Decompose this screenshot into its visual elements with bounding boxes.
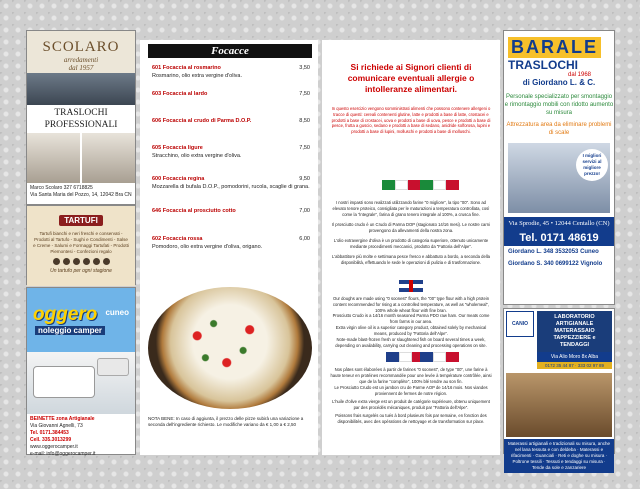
scolaro-team-photo bbox=[27, 73, 135, 105]
italian-text-2: Il prosciutto crudo è un Crudo di Parma DOP (stagionato 14/16 mesi). Le nostre carni provengono da allevamenti della nostra zona. bbox=[332, 222, 490, 233]
ad-barale bbox=[503, 30, 615, 305]
oggero-foot-4: Cell. 335.3013299 bbox=[30, 437, 72, 443]
italian-text-3: L'olio extravergine d'oliva è un prodotto di categoria superiore, ottenuto unicamente mediante procedimenti meccanici, prodotto da "Fattoria dell'Alpe". bbox=[333, 238, 489, 249]
menu-item bbox=[152, 90, 316, 98]
italian-flag-icon bbox=[382, 180, 421, 190]
item-price: 6,00 bbox=[299, 236, 310, 242]
english-text-3: Extra virgin olive oil is a superior category product, obtained solely by mechanical means, produced by "Fattoria dell'Alpe". bbox=[335, 325, 487, 336]
barale-phone-1 bbox=[504, 246, 614, 258]
menu-item bbox=[152, 117, 316, 125]
english-text-1: Our doughs are made using "0 soonest" flours, the "00" type flour with a high protein content recommended for rising at a controlled temperature, as well as "wholemeal", 100% whole wheat flour with fine bran. bbox=[332, 296, 490, 313]
english-text-2: Prosciutto Crudo is a 14/16 month seasoned Parma PDO raw ham. Our meats come from farms in our area. bbox=[332, 313, 490, 324]
barale-phone-2 bbox=[504, 258, 614, 270]
item-name: Focaccia rossa bbox=[162, 236, 203, 242]
french-flag-icon bbox=[420, 352, 459, 362]
oggero-sub: noleggio camper bbox=[35, 326, 105, 335]
barale-tel: Tel. 0171 48619 bbox=[504, 230, 614, 246]
french-text-2: Le Prosciutto Crudo est un jambon cru de Parme AOP de 14/16 mois. Nos viandes proviennent de fermes de notre région. bbox=[334, 385, 488, 396]
ad-oggero bbox=[26, 287, 136, 455]
menu-item bbox=[152, 64, 316, 80]
item-num: 605 bbox=[152, 145, 162, 151]
menu-item bbox=[152, 175, 316, 191]
item-desc: Mozzarella di bufala D.O.P., pomodorini, rucola, scaglie di grana. bbox=[152, 184, 310, 190]
item-num: 602 bbox=[152, 236, 162, 242]
item-num: 603 bbox=[152, 91, 162, 97]
item-num: 601 bbox=[152, 65, 162, 71]
barale-owner: di Giordano L. & C. bbox=[522, 78, 596, 87]
materassi-logo: CANIO bbox=[506, 311, 534, 337]
phone-2-city: Vignolo bbox=[580, 261, 603, 267]
italian-text-4: L'abbattitore più molte e settimana pesce fresco e abbattuto a bordo, a seconda della disponibilità, effettuando le sede le operazioni di pulizia e di trasformazione. bbox=[332, 254, 490, 265]
truffle-icons bbox=[27, 258, 135, 265]
camper-icon bbox=[33, 366, 95, 398]
french-text-1: Nos pâtes sont élaborées à partir de farines "0 soonest", de type "00", une farine à haute teneur en protéines recommandée pour une levée à température contrôlée, ainsi que de la farine "complète", 100% blé tendre au son fin. bbox=[330, 367, 492, 384]
french-text-4: Poissons frais surgelés ou tués à bord plusieurs fois par semaine, en fonction des disponibilités, avec des opérations de nettoyage et de transformation sur place. bbox=[335, 413, 487, 424]
item-name: Focaccia al crudo di Parma D.O.P. bbox=[162, 118, 252, 124]
scolaro-since: dal 1957 bbox=[68, 64, 94, 72]
scolaro-brand: SCOLARO bbox=[42, 39, 120, 55]
menu-item bbox=[152, 144, 316, 160]
item-name: Focaccia regina bbox=[162, 176, 205, 182]
allergen-paragraph: In questo esercizio vengono somministrati alimenti che possono contenere allergeni o tracce di questi: cereali contenenti glutine, latte e prodotti a base di latte, crostacei e prodotti a base di crostacei, uova e prodotti a base di uova, pesce e prodotti a base di pesce, frutta a guscio, sedano e prodotti a base di sedano, anidride solforosa, lupini e prodotti a base di lupini, molluschi e prodotti a base di molluschi. bbox=[331, 106, 491, 135]
oggero-web: www.oggerocamper.it bbox=[30, 444, 78, 450]
barale-sub: TRASLOCHI bbox=[508, 58, 578, 72]
italian-flag-icon bbox=[420, 180, 459, 190]
item-price: 9,50 bbox=[299, 176, 310, 182]
item-name: Focaccia ligure bbox=[162, 145, 203, 151]
phone-1-name: Giordano L. bbox=[508, 249, 542, 255]
item-price: 7,00 bbox=[299, 208, 310, 214]
tartufi-title: TARTUFI bbox=[59, 215, 103, 226]
scolaro-footer bbox=[27, 183, 135, 201]
uk-flag-icon bbox=[399, 280, 423, 292]
barale-bubble: I migliori servizi al migliore prezzo! bbox=[576, 149, 608, 181]
allergen-info-column bbox=[322, 40, 500, 455]
oggero-mail: e-mail: info@oggerocamper.it bbox=[30, 451, 96, 457]
phone-2-name: Giordano S. bbox=[508, 261, 543, 267]
oggero-name: oggero bbox=[33, 304, 98, 325]
barale-kitchen-photo bbox=[508, 143, 610, 213]
barale-equipment: Attrezzatura area da eliminare problemi di scale bbox=[506, 122, 612, 136]
scolaro-tag: arredamenti bbox=[63, 56, 99, 64]
oggero-city: cuneo bbox=[105, 308, 129, 317]
tartufi-text: Tartufi bianchi e neri freschi e conservati - Prodotti al Tartufo - Sughi e Condimenti - Salse e Creme - Salumi e Formaggi Tartufati - Prodotti Piemontesi - Confezioni regalo bbox=[33, 231, 129, 254]
menu-item bbox=[152, 207, 316, 215]
menu-title: Focacce bbox=[148, 44, 312, 58]
scolaro-band: TRASLOCHI PROFESSIONALI bbox=[27, 105, 135, 133]
menu-item bbox=[152, 235, 316, 251]
scolaro-interior-photos bbox=[27, 133, 135, 183]
item-price: 7,50 bbox=[299, 91, 310, 97]
menu-column bbox=[140, 40, 318, 455]
item-desc: Stracchino, olio extra vergine d'oliva. bbox=[152, 153, 242, 159]
tartufi-slogan: Un tartufo per ogni stagione bbox=[50, 268, 112, 274]
item-num: 646 bbox=[152, 208, 162, 214]
item-desc: Rosmarino, olio extra vergine d'oliva. bbox=[152, 73, 243, 79]
item-price: 7,50 bbox=[299, 145, 310, 151]
scolaro-address: Via Santa Maria del Pozzo, 14, 12042 Bra CN bbox=[30, 192, 132, 198]
allergen-title: Si richiede ai Signori clienti di comunicare eventuali allergie o intolleranze alimentari. bbox=[347, 62, 475, 94]
barale-service: Personale specializzato per smontaggio e rimontaggio mobili con ridotto aumento su misura bbox=[504, 94, 614, 116]
ad-scolaro bbox=[26, 30, 136, 205]
menu-nota: NOTA BENE: In caso di aggiunta, il prezzo delle pizze subirà una variazione a seconda dell'ingrediente richiesto. Le modifiche variano da € 1,00 a € 2,50 bbox=[148, 416, 304, 427]
barale-address: Via Sprodie, 45 • 12044 Centallo (CN) bbox=[504, 217, 614, 230]
item-name: Focaccia al prosciutto cotto bbox=[162, 208, 236, 214]
french-text-3: L'huile d'olive extra vierge est un produit de catégorie supérieure, obtenu uniquement par des procédés mécaniques, produit par "Fattoria dell'Alpe". bbox=[332, 399, 490, 410]
item-desc: Pomodoro, olio extra vergine d'oliva, origano. bbox=[152, 244, 263, 250]
materassi-address: Via Alio Moro 8x Alba bbox=[537, 352, 612, 362]
ad-tartufi bbox=[26, 205, 136, 285]
phone-2-num: 340 0699122 bbox=[543, 261, 579, 267]
oggero-foot-3: Tel. 0171.384453 bbox=[30, 430, 69, 436]
scolaro-contact: Marco Scolaro 327 6718825 bbox=[30, 185, 93, 191]
phone-1-num: 348 3532053 bbox=[543, 249, 579, 255]
materassi-header: LABORATORIO ARTIGIANALE MATERASSAIO TAPPEZZIERE e TENDAGGI bbox=[537, 311, 612, 352]
barale-since: dal 1968 bbox=[568, 72, 592, 78]
pizza-photo bbox=[148, 287, 312, 409]
ad-materassi bbox=[503, 308, 615, 470]
scolaro-logo bbox=[27, 31, 135, 73]
materassi-footer: Materassi artigianali e tradizionali su misura, anche nel lana tessuta e con deldeba · Materassi e rifacimenti · Guanciali · Reti e doghe su misura · Poltrone tessili · Tessuti e tendaggi su misura · Tende da sole e zanzariere bbox=[504, 439, 614, 473]
english-text-4: Note-made blast-frozen fresh or slaughtered fish on board several times a week, depending on availability, carrying out cleaning and processing operations on site. bbox=[335, 337, 487, 348]
item-num: 600 bbox=[152, 176, 162, 182]
item-num: 606 bbox=[152, 118, 162, 124]
phone-1-city: Cuneo bbox=[580, 249, 599, 255]
materassi-shop-photo bbox=[506, 373, 612, 437]
barale-name: BARALE bbox=[508, 37, 601, 58]
item-price: 8,50 bbox=[299, 118, 310, 124]
oggero-foot-1: BEINETTE zona Artigianale bbox=[30, 416, 95, 422]
van-icon bbox=[97, 358, 129, 376]
oggero-camper-image bbox=[27, 352, 135, 414]
item-name: Focaccia al lardo bbox=[162, 91, 208, 97]
oggero-foot-2: Via Giovanni Agnelli, 73 bbox=[30, 423, 83, 429]
item-name: Focaccia al rosmarino bbox=[162, 65, 221, 71]
materassi-tel: 0172 35 44 87 · 333 02 97 89 bbox=[537, 362, 612, 369]
item-price: 3,50 bbox=[299, 65, 310, 71]
italian-text-1: I nostri impasti sono realizzati utilizzando farine "0 migliore", la tipo "00". Sono ad elevato tenore proteico, consigliata per le maturazioni a temperatura controllata, così come la "integrale", farina di grano tenero integrale al 100%, a crusca fine. bbox=[332, 200, 490, 217]
oggero-footer bbox=[27, 414, 135, 460]
